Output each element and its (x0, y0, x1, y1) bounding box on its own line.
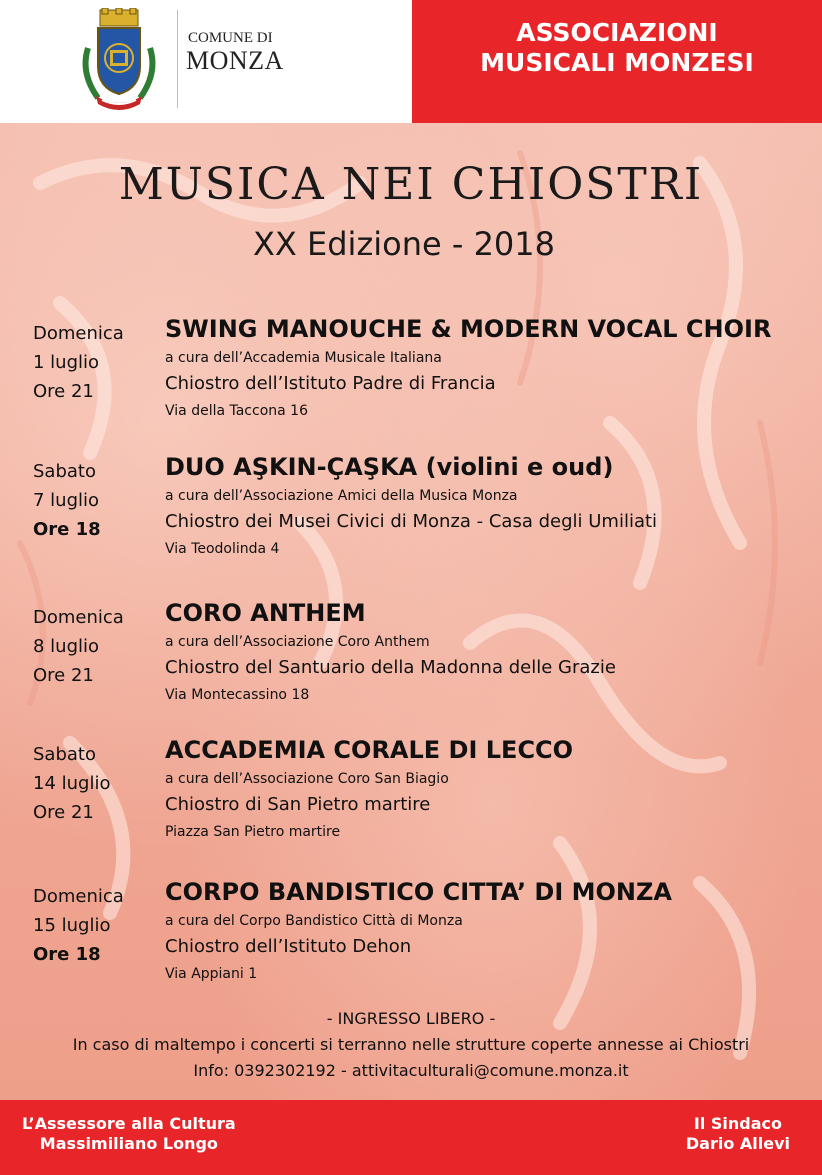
weather-note: In caso di maltempo i concerti si terranno nelle strutture coperte annesse ai Chiostri (72, 1035, 750, 1054)
event-address: Via della Taccona 16 (165, 403, 308, 419)
poster-subtitle: XX Edizione - 2018 (253, 225, 555, 263)
monza-crest-icon (78, 8, 160, 112)
associations-line-2: MUSICALI MONZESI (480, 48, 754, 77)
event-venue: Chiostro dell’Istituto Dehon (165, 936, 412, 957)
assessore-name: Massimiliano Longo (39, 1134, 218, 1153)
event-date-text: 8 luglio (33, 636, 100, 657)
event-organizer: a cura dell’Associazione Coro Anthem (165, 634, 430, 650)
event-venue: Chiostro del Santuario della Madonna delle Grazie (165, 657, 616, 678)
signatures-bar (0, 1100, 822, 1175)
event-time: Ore 21 (33, 381, 94, 402)
event-venue: Chiostro dei Musei Civici di Monza - Casa degli Umiliati (165, 511, 658, 532)
event-title: SWING MANOUCHE & MODERN VOCAL CHOIR (165, 315, 772, 343)
event-organizer: a cura del Corpo Bandistico Città di Monza (165, 913, 463, 929)
event-title: DUO AŞKIN-ÇAŞKA (violini e oud) (165, 453, 614, 481)
event-address: Piazza San Pietro martire (165, 824, 341, 840)
event-day: Domenica (33, 886, 124, 907)
event-date-text: 14 luglio (33, 773, 111, 794)
event-title: ACCADEMIA CORALE DI LECCO (165, 736, 574, 764)
event-date-text: 15 luglio (33, 915, 111, 936)
event-day: Domenica (33, 323, 124, 344)
poster-title: MUSICA NEI CHIOSTRI (118, 159, 704, 210)
event-organizer: a cura dell’Associazione Amici della Musica Monza (165, 488, 518, 504)
event-time: Ore 21 (33, 665, 94, 686)
sindaco-role: Il Sindaco (693, 1114, 782, 1133)
poster-notes (0, 1006, 822, 1084)
event-address: Via Teodolinda 4 (165, 541, 280, 557)
poster-body (0, 123, 822, 1100)
event-venue: Chiostro dell’Istituto Padre di Francia (165, 373, 496, 394)
event-date-text: 1 luglio (33, 352, 100, 373)
event-date (33, 882, 124, 969)
associations-banner (412, 0, 822, 123)
event-date (33, 457, 101, 544)
event-venue: Chiostro di San Pietro martire (165, 794, 431, 815)
sindaco-name: Dario Allevi (685, 1134, 790, 1153)
header-divider (177, 10, 178, 108)
comune-label: COMUNE DI (188, 30, 273, 46)
event-time: Ore 18 (33, 944, 101, 965)
event-date (33, 319, 124, 406)
event-address: Via Appiani 1 (165, 966, 258, 982)
event-day: Sabato (33, 461, 96, 482)
free-entry-note: - INGRESSO LIBERO - (326, 1009, 496, 1028)
event-organizer: a cura dell’Associazione Coro San Biagio (165, 771, 449, 787)
assessore-signature (22, 1114, 236, 1154)
event-date-text: 7 luglio (33, 490, 100, 511)
comune-name: MONZA (186, 46, 284, 75)
event-date (33, 603, 124, 690)
event-time: Ore 18 (33, 519, 101, 540)
event-day: Sabato (33, 744, 96, 765)
event-title: CORPO BANDISTICO CITTA’ DI MONZA (165, 878, 672, 906)
event-time: Ore 21 (33, 802, 94, 823)
event-date (33, 740, 110, 827)
info-contact: Info: 0392302192 - attivitaculturali@comune.monza.it (193, 1061, 629, 1080)
event-title: CORO ANTHEM (165, 599, 366, 627)
header-logo-area (0, 0, 412, 123)
assessore-role: L’Assessore alla Cultura (22, 1114, 236, 1133)
associations-line-1: ASSOCIAZIONI (516, 18, 718, 47)
event-day: Domenica (33, 607, 124, 628)
event-organizer: a cura dell’Accademia Musicale Italiana (165, 350, 442, 366)
sindaco-signature (686, 1114, 790, 1154)
event-address: Via Montecassino 18 (165, 687, 310, 703)
